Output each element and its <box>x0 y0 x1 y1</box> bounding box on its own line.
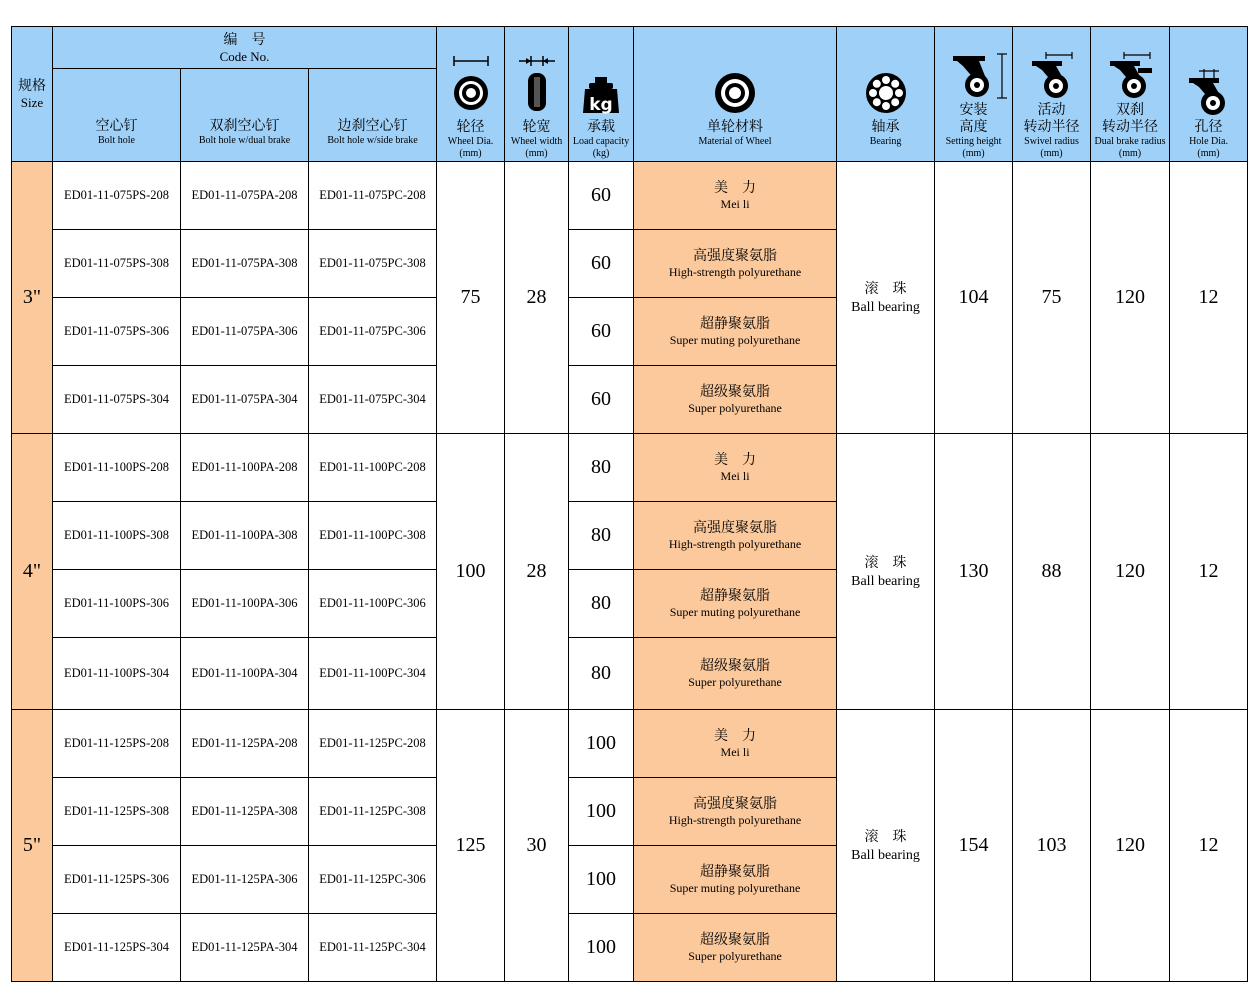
bearing-en: Ball bearing <box>851 299 920 315</box>
hole-dia-value: 12 <box>1170 162 1248 434</box>
header-load-capacity-cn: 承载 <box>587 119 616 135</box>
header-load-capacity-en: Load capacity <box>572 136 630 147</box>
bearing-cn: 滚 珠 <box>864 554 907 571</box>
side-brake-code: ED01-11-100PC-304 <box>309 638 437 710</box>
side-brake-code: ED01-11-125PC-208 <box>309 710 437 778</box>
load-capacity-value: 60 <box>569 366 634 434</box>
header-material-en: Material of Wheel <box>698 136 772 147</box>
load-capacity-value: 100 <box>569 710 634 778</box>
dual-brake-code: ED01-11-075PA-304 <box>181 366 309 434</box>
material-cn: 高强度聚氨脂 <box>693 796 778 812</box>
wheel-dia-value: 125 <box>437 710 505 982</box>
header-size-en: Size <box>20 95 44 110</box>
header-code <box>53 27 437 69</box>
header-material-cn: 单轮材料 <box>707 119 764 135</box>
dual-brake-code: ED01-11-125PA-208 <box>181 710 309 778</box>
header-code-cn: 编 号 <box>223 31 266 48</box>
bolt-hole-code: ED01-11-100PS-304 <box>53 638 181 710</box>
setting-height-icon <box>939 52 1009 100</box>
dual-brake-code: ED01-11-100PA-304 <box>181 638 309 710</box>
load-capacity-icon <box>579 53 623 117</box>
dual-brake-code: ED01-11-075PA-308 <box>181 230 309 298</box>
dual-brake-radius-value: 120 <box>1091 434 1170 710</box>
header-swivel-radius-cn1: 活动 <box>1037 102 1066 118</box>
material-cell <box>634 778 837 846</box>
size-cell: 5" <box>12 710 53 982</box>
material-en: High-strength polyurethane <box>668 813 802 827</box>
header-wheel-width-unit: (mm) <box>525 148 548 159</box>
dual-brake-code: ED01-11-075PA-208 <box>181 162 309 230</box>
header-size-cn: 规格 <box>18 78 46 94</box>
table-header <box>12 27 1248 162</box>
material-cell <box>634 846 837 914</box>
bearing-cell <box>837 434 935 710</box>
material-en: Super polyurethane <box>688 675 782 689</box>
header-setting-height-cn2: 高度 <box>959 119 988 135</box>
header-hole-dia-en: Hole Dia. <box>1189 136 1228 147</box>
header-code-en: Code No. <box>219 48 270 64</box>
header-hole-dia <box>1170 27 1248 162</box>
bearing-en: Ball bearing <box>851 847 920 863</box>
side-brake-code: ED01-11-075PC-208 <box>309 162 437 230</box>
header-wheel-dia <box>437 27 505 162</box>
material-cn: 美 力 <box>714 452 757 468</box>
setting-height-value: 130 <box>935 434 1013 710</box>
dual-brake-code: ED01-11-100PA-208 <box>181 434 309 502</box>
bolt-hole-code: ED01-11-125PS-306 <box>53 846 181 914</box>
hole-dia-icon <box>1181 69 1237 117</box>
bolt-hole-code: ED01-11-075PS-308 <box>53 230 181 298</box>
side-brake-code: ED01-11-075PC-304 <box>309 366 437 434</box>
wheel-width-value: 28 <box>505 434 569 710</box>
wheel-width-value: 28 <box>505 162 569 434</box>
material-en: Super muting polyurethane <box>669 881 801 895</box>
wheel-dia-value: 75 <box>437 162 505 434</box>
load-capacity-value: 100 <box>569 914 634 982</box>
table-row <box>12 162 1248 230</box>
material-en: High-strength polyurethane <box>668 537 802 551</box>
table-body <box>12 162 1248 982</box>
header-bolt-hole-side-brake <box>309 69 437 162</box>
header-bearing-en: Bearing <box>869 136 902 147</box>
material-cell <box>634 298 837 366</box>
swivel-radius-value: 88 <box>1013 434 1091 710</box>
header-setting-height <box>935 27 1013 162</box>
table-row <box>12 710 1248 778</box>
material-cn: 超静聚氨脂 <box>700 588 771 604</box>
header-material <box>634 27 837 162</box>
bolt-hole-code: ED01-11-125PS-208 <box>53 710 181 778</box>
material-en: High-strength polyurethane <box>668 265 802 279</box>
material-cn: 超级聚氨脂 <box>700 932 771 948</box>
wheel-diameter-icon <box>449 53 493 117</box>
dual-brake-radius-value: 120 <box>1091 162 1170 434</box>
dual-brake-code: ED01-11-125PA-306 <box>181 846 309 914</box>
side-brake-code: ED01-11-125PC-308 <box>309 778 437 846</box>
material-cell <box>634 434 837 502</box>
material-cn: 超静聚氨脂 <box>700 864 771 880</box>
header-bolt-hole-dual-brake <box>181 69 309 162</box>
load-capacity-value: 80 <box>569 502 634 570</box>
header-bolt-hole-side-brake-en: Bolt hole w/side brake <box>327 135 418 146</box>
header-dual-brake-radius-en: Dual brake radius <box>1094 136 1166 147</box>
header-wheel-dia-unit: (mm) <box>459 148 482 159</box>
load-capacity-value: 60 <box>569 162 634 230</box>
side-brake-code: ED01-11-100PC-308 <box>309 502 437 570</box>
setting-height-value: 104 <box>935 162 1013 434</box>
header-dual-brake-radius <box>1091 27 1170 162</box>
header-swivel-radius <box>1013 27 1091 162</box>
bolt-hole-code: ED01-11-075PS-208 <box>53 162 181 230</box>
bolt-hole-code: ED01-11-100PS-208 <box>53 434 181 502</box>
header-bolt-hole-dual-brake-en: Bolt hole w/dual brake <box>198 135 291 146</box>
bearing-icon <box>861 53 911 117</box>
material-cell <box>634 570 837 638</box>
material-cell <box>634 638 837 710</box>
load-capacity-value: 100 <box>569 778 634 846</box>
material-cn: 超级聚氨脂 <box>700 658 771 674</box>
bearing-en: Ball bearing <box>851 573 920 589</box>
dual-brake-code: ED01-11-100PA-308 <box>181 502 309 570</box>
size-cell: 4" <box>12 434 53 710</box>
side-brake-code: ED01-11-125PC-306 <box>309 846 437 914</box>
load-capacity-value: 60 <box>569 298 634 366</box>
material-en: Mei li <box>720 469 750 483</box>
header-wheel-width-cn: 轮宽 <box>522 119 551 135</box>
header-bolt-hole-cn: 空心钉 <box>95 118 138 134</box>
material-cell <box>634 710 837 778</box>
material-cn: 美 力 <box>714 180 757 196</box>
side-brake-code: ED01-11-100PC-306 <box>309 570 437 638</box>
load-capacity-value: 80 <box>569 638 634 710</box>
material-en: Mei li <box>720 197 750 211</box>
header-bearing-cn: 轴承 <box>871 119 900 135</box>
dual-brake-radius-value: 120 <box>1091 710 1170 982</box>
header-bolt-hole-side-brake-cn: 边刹空心钉 <box>337 118 408 134</box>
hole-dia-value: 12 <box>1170 710 1248 982</box>
size-cell: 3" <box>12 162 53 434</box>
bearing-cell <box>837 710 935 982</box>
material-cn: 超级聚氨脂 <box>700 384 771 400</box>
side-brake-code: ED01-11-125PC-304 <box>309 914 437 982</box>
header-bearing <box>837 27 935 162</box>
material-cn: 美 力 <box>714 728 757 744</box>
swivel-radius-value: 75 <box>1013 162 1091 434</box>
header-wheel-width-en: Wheel width <box>510 136 563 147</box>
wheel-material-icon <box>710 53 760 117</box>
setting-height-value: 154 <box>935 710 1013 982</box>
table-row <box>12 434 1248 502</box>
material-cell <box>634 366 837 434</box>
material-en: Super polyurethane <box>688 949 782 963</box>
bearing-cn: 滚 珠 <box>864 828 907 845</box>
header-hole-dia-unit: (mm) <box>1197 148 1220 159</box>
material-cn: 超静聚氨脂 <box>700 316 771 332</box>
header-swivel-radius-cn2: 转动半径 <box>1023 119 1080 135</box>
load-capacity-value: 80 <box>569 570 634 638</box>
header-bolt-hole-dual-brake-cn: 双刹空心钉 <box>209 118 280 134</box>
material-en: Mei li <box>720 745 750 759</box>
material-cn: 高强度聚氨脂 <box>693 248 778 264</box>
header-wheel-dia-cn: 轮径 <box>456 119 485 135</box>
header-size <box>12 27 53 162</box>
wheel-dia-value: 100 <box>437 434 505 710</box>
material-en: Super muting polyurethane <box>669 333 801 347</box>
header-setting-height-en: Setting height <box>945 136 1002 147</box>
dual-brake-code: ED01-11-075PA-306 <box>181 298 309 366</box>
dual-brake-code: ED01-11-100PA-306 <box>181 570 309 638</box>
side-brake-code: ED01-11-075PC-306 <box>309 298 437 366</box>
load-capacity-value: 80 <box>569 434 634 502</box>
bolt-hole-code: ED01-11-075PS-306 <box>53 298 181 366</box>
bearing-cn: 滚 珠 <box>864 280 907 297</box>
bolt-hole-code: ED01-11-100PS-308 <box>53 502 181 570</box>
side-brake-code: ED01-11-075PC-308 <box>309 230 437 298</box>
side-brake-code: ED01-11-100PC-208 <box>309 434 437 502</box>
bolt-hole-code: ED01-11-100PS-306 <box>53 570 181 638</box>
header-setting-height-unit: (mm) <box>962 148 985 159</box>
load-capacity-value: 100 <box>569 846 634 914</box>
header-bolt-hole <box>53 69 181 162</box>
swivel-radius-value: 103 <box>1013 710 1091 982</box>
caster-spec-table <box>11 26 1248 982</box>
material-en: Super muting polyurethane <box>669 605 801 619</box>
bolt-hole-code: ED01-11-075PS-304 <box>53 366 181 434</box>
svg-text:kg: kg <box>589 95 613 115</box>
header-swivel-radius-en: Swivel radius <box>1024 136 1079 147</box>
hole-dia-value: 12 <box>1170 434 1248 710</box>
bolt-hole-code: ED01-11-125PS-304 <box>53 914 181 982</box>
material-cell <box>634 230 837 298</box>
swivel-radius-icon <box>1022 52 1082 100</box>
dual-brake-code: ED01-11-125PA-308 <box>181 778 309 846</box>
load-capacity-value: 60 <box>569 230 634 298</box>
header-setting-height-cn1: 安装 <box>959 102 988 118</box>
bearing-cell <box>837 162 935 434</box>
material-cell <box>634 162 837 230</box>
material-cell <box>634 502 837 570</box>
header-wheel-dia-en: Wheel Dia. <box>447 136 494 147</box>
dual-brake-code: ED01-11-125PA-304 <box>181 914 309 982</box>
bolt-hole-code: ED01-11-125PS-308 <box>53 778 181 846</box>
header-bolt-hole-en: Bolt hole <box>98 135 135 146</box>
wheel-width-icon <box>515 53 559 117</box>
header-load-capacity <box>569 27 634 162</box>
header-dual-brake-radius-cn2: 转动半径 <box>1102 119 1159 135</box>
header-dual-brake-radius-cn1: 双刹 <box>1116 102 1145 118</box>
header-hole-dia-cn: 孔径 <box>1194 119 1223 135</box>
wheel-width-value: 30 <box>505 710 569 982</box>
header-dual-brake-radius-unit: (mm) <box>1118 148 1142 159</box>
dual-brake-radius-icon <box>1100 52 1160 100</box>
header-swivel-radius-unit: (mm) <box>1040 148 1063 159</box>
material-en: Super polyurethane <box>688 401 782 415</box>
header-wheel-width <box>505 27 569 162</box>
header-load-capacity-unit: (kg) <box>592 148 610 159</box>
material-cn: 高强度聚氨脂 <box>693 520 778 536</box>
material-cell <box>634 914 837 982</box>
